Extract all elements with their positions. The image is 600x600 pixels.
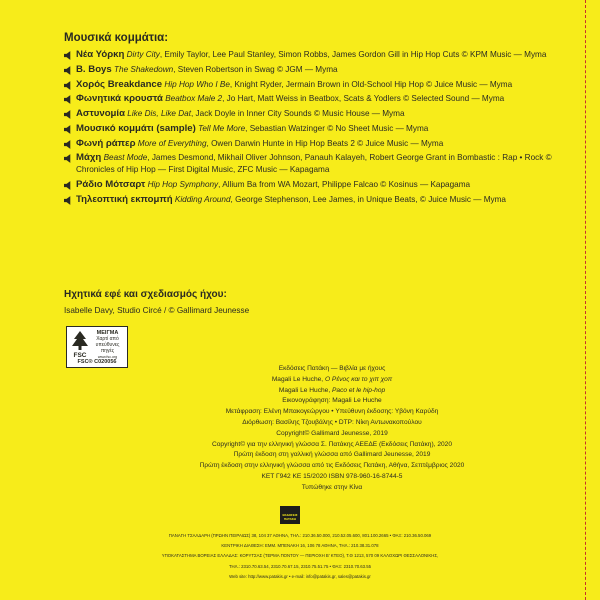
fsc-text-block	[89, 330, 126, 360]
svg-text:FSC: FSC	[73, 352, 87, 358]
imprint-line: Τυπώθηκε στην Κίνα	[301, 483, 363, 491]
speaker-icon	[64, 196, 73, 205]
fsc-mix-label: ΜΕΙΓΜΑ	[96, 330, 119, 336]
track-work: Tell Me More	[198, 123, 246, 133]
track-item	[64, 152, 559, 175]
track-name: Νέα Υόρκη	[76, 49, 125, 60]
imprint-line: Εικονογράφηση: Magali Le Huche	[282, 397, 382, 405]
track-credit: , Sebastian Watzinger © No Sheet Music — Myma	[245, 123, 429, 133]
imprint-block	[182, 364, 482, 494]
track-work: Beast Mode	[103, 153, 148, 163]
page-edge-fold	[585, 0, 600, 600]
fsc-code: FSC® C020056	[77, 359, 117, 365]
publisher-logo	[280, 506, 300, 524]
publisher-addresses	[80, 531, 520, 582]
track-work: Like Dis, Like Dat	[127, 109, 191, 119]
imprint-line: Copyright© για την ελληνική γλώσσα Σ. Πατάκης ΑΕΕΔΕ (Εκδόσεις Πατάκη), 2020	[212, 440, 452, 448]
imprint-title: Ο Ρένος και το χιπ χοπ	[324, 375, 393, 383]
imprint-author: Magali Le Huche,	[271, 375, 325, 383]
track-item	[64, 93, 559, 105]
imprint-line: Πρώτη έκδοση στη γαλλική γλώσσα από Gallimard Jeunesse, 2019	[233, 451, 431, 459]
fsc-label	[66, 326, 128, 368]
track-credit: , Knight Ryder, Jermain Brown in Old-School Hip Hop © Juice Music — Myma	[229, 79, 513, 89]
tracks-list	[64, 49, 559, 208]
track-item	[64, 194, 559, 206]
track-credit: , George Stephenson, Lee James, in Unique Beats, © Juice Music — Myma	[230, 194, 506, 204]
address-line: Web site: http://www.patakis.gr • e-mail: info@patakis.gr, sales@patakis.gr	[229, 573, 371, 579]
track-name: Ράδιο Μότσαρτ	[76, 178, 146, 190]
speaker-icon	[64, 140, 73, 149]
sound-effects-credit: Isabelle Davy, Studio Circé / © Gallimard Jeunesse	[64, 306, 250, 315]
imprint-line: ΚΕΤ Γ942 ΚΕ 15/2020 ISBN 978-960-16-8744-5	[261, 472, 403, 480]
track-credit: , Emily Taylor, Lee Paul Stanley, Simon Robbs, James Gordon Gill in Hip Hop Cuts © KPM Music — Myma	[159, 50, 547, 59]
track-name: Φωνητικά κρουστά	[76, 93, 163, 105]
track-work: Dirty City	[126, 50, 160, 59]
track-work: Hip Hop Symphony	[147, 179, 219, 189]
track-name: Χορός Breakdance	[76, 78, 163, 90]
track-item	[64, 108, 559, 120]
track-credit: , Allium Ba from WA Mozart, Philippe Falcao © Kosinus — Kapagama	[218, 179, 471, 189]
speaker-icon	[64, 81, 73, 90]
track-item	[64, 123, 559, 135]
track-name: B. Boys	[76, 63, 112, 75]
track-credit: , Jo Hart, Matt Weiss in Beatbox, Scats & Yodlers © Selected Sound — Myma	[222, 94, 505, 104]
track-item	[64, 64, 559, 76]
address-line: ΤΗΛ.: 2310.70.63.54, 2310.70.67.15, 2310.75.51.75 • ΦΑΞ: 2310.70.63.55	[228, 563, 372, 569]
speaker-icon	[64, 181, 73, 190]
imprint-line: Copyright© Gallimard Jeunesse, 2019	[276, 429, 388, 437]
track-name: Τηλεοπτική εκπομπή	[76, 193, 173, 205]
fsc-description: Χαρτί από υπεύθυνες πηγές	[95, 336, 120, 354]
track-item	[64, 138, 559, 150]
track-item	[64, 79, 559, 91]
speaker-icon	[64, 154, 73, 163]
imprint-original-title: Paco et le hip-hop	[332, 386, 386, 394]
fsc-site: www.fsc.org	[97, 355, 118, 359]
speaker-icon	[64, 125, 73, 134]
track-work: More of Everything	[137, 138, 207, 148]
address-line: ΥΠΟΚΑΤΑΣΤΗΜΑ ΒΟΡΕΙΑΣ ΕΛΛΑΔΑΣ: ΚΟΡΥΤΣΑΣ (ΤΕΡΜΑ ΠΟΝΤΟΥ — ΠΕΡΙΟΧΗ Β' ΚΤΕΟ), Τ.Θ 1213, 570 09 ΚΑΛΟΧΩΡΙ ΘΕΣΣΑΛΟΝΙΚΗΣ,	[161, 553, 439, 559]
imprint-line: Διόρθωση: Βασίλης Τζουβάλης • DTP: Νίκη Αντωνακοπούλου	[242, 418, 422, 426]
speaker-icon	[64, 51, 73, 60]
track-work: Beatbox Male 2	[165, 94, 223, 104]
imprint-line: Μετάφραση: Ελένη Μπακογεώργου • Υπεύθυνη έκδοσης: Υβόνη Καρύδη	[225, 408, 439, 416]
track-work: Hip Hop Who I Be	[164, 79, 230, 89]
track-name: Αστυνομία	[76, 108, 125, 120]
track-name: Φωνή ράπερ	[76, 137, 136, 149]
track-name: Μουσικό κομμάτι (sample)	[76, 122, 196, 134]
track-credit: , Jack Doyle in Inner City Sounds © Music House — Myma	[191, 109, 405, 119]
track-work: Kidding Around	[174, 194, 231, 204]
track-item	[64, 49, 559, 61]
track-work: The Shakedown	[114, 64, 174, 74]
track-credit: , Steven Robertson in Swag © JGM — Myma	[173, 64, 338, 74]
speaker-icon	[64, 66, 73, 75]
address-line: ΠΑΝΑΓΗ ΤΣΑΛΔΑΡΗ (ΠΡΩΗΝ ΠΕΙΡΑΙΩΣ) 38, 104 37 ΑΘΗΝΑ, ΤΗΛ.: 210.36.50.000, 210.52.05.600, 801.100.2665 • ΦΑΞ: 210.36.50.069	[168, 533, 432, 538]
imprint-line: Πρώτη έκδοση στην ελληνική γλώσσα από τις Εκδόσεις Πατάκη, Αθήνα, Σεπτέμβριος 2020	[199, 462, 465, 470]
speaker-icon	[64, 95, 73, 104]
track-item	[64, 179, 559, 191]
fsc-tree-icon	[70, 330, 90, 358]
tracks-heading: Μουσικά κομμάτια:	[64, 32, 169, 44]
imprint-line	[182, 386, 482, 397]
publisher-logo-text: ΕΚΔΟΣΕΙΣ ΠΑΤΑΚΗ	[282, 513, 298, 521]
sound-effects-heading: Ηχητικά εφέ και σχεδιασμός ήχου:	[64, 289, 227, 300]
imprint-line	[182, 375, 482, 386]
track-name: Μάχη	[76, 152, 102, 164]
track-credit: , Owen Darwin Hunte in Hip Hop Beats 2 © Juice Music — Myma	[206, 138, 444, 148]
imprint-author: Magali Le Huche,	[278, 386, 332, 394]
address-line: ΚΕΝΤΡΙΚΗ ΔΙΑΘΕΣΗ: ΕΜΜ. ΜΠΕΝΑΚΗ 16, 106 78 ΑΘΗΝΑ, ΤΗΛ.: 210.38.31.078	[221, 543, 379, 549]
imprint-line: Εκδόσεις Πατάκη — Βιβλία με ήχους	[278, 365, 386, 372]
speaker-icon	[64, 110, 73, 119]
track-credit: , James Desmond, Mikhail Oliver Johnson, Panauh Kalayeh, Robert George Grant in Bombastic : Rap • Rock © Chronicles of Hip Hop — First Digital Music, ZFC Music — Kapagama	[76, 153, 552, 175]
